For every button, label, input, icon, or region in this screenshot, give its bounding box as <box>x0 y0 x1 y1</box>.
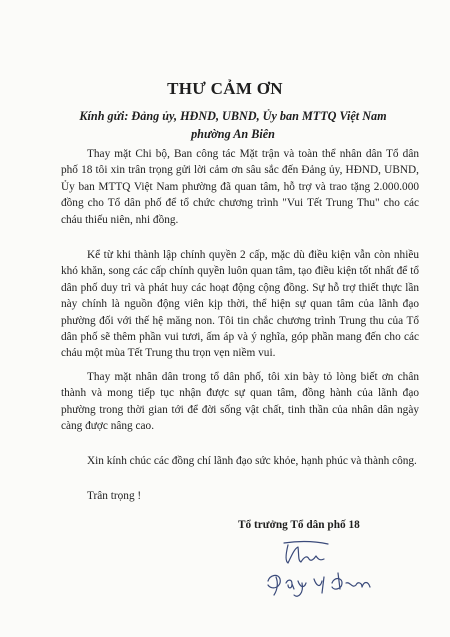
recipient-line-1: Kính gửi: Đảng ủy, HĐND, UBND, Ủy ban MTTQ Việt Nam <box>79 109 387 123</box>
paragraph-2: Kể từ khi thành lập chính quyền 2 cấp, mặc dù điều kiện vẫn còn nhiều khó khăn, song các cấp chính quyền luôn quan tâm, tạo điều kiện tốt nhất để tổ dân phố duy trì và phát huy các hoạt động cộng đồng. Sự hỗ trợ thiết thực lần này chính là nguồn động viên kịp thời, thể hiện sự quan tâm của lãnh đạo phường đối với thế hệ măng non. Tôi tin chắc chương trình Trung thu của Tổ dân phố sẽ thêm phần vui tươi, ấm áp và ý nghĩa, góp phần mang đến cho các cháu một mùa Tết Trung thu trọn vẹn niềm vui. <box>61 249 419 360</box>
handwritten-signature <box>258 537 378 607</box>
recipient-line-2: phường An Biên <box>191 127 275 141</box>
letter-title: THƯ CẢM ƠN <box>167 79 283 98</box>
closing-text: Trân trọng ! <box>87 490 142 502</box>
paragraph-4: Xin kính chúc các đồng chí lãnh đạo sức khỏe, hạnh phúc và thành công. <box>87 455 417 467</box>
paragraph-3: Thay mặt nhân dân trong tổ dân phố, tôi xin bày tỏ lòng biết ơn chân thành và mong tiếp tục nhận được sự quan tâm, đồng hành của lãnh đạo phường trong thời gian tới để đời sống vật chất, tinh thần của nhân dân ngày càng được nâng cao. <box>61 371 419 433</box>
paragraph-1: Thay mặt Chi bộ, Ban công tác Mặt trận và toàn thể nhân dân Tổ dân phố 18 tôi xin trân trọng gửi lời cảm ơn sâu sắc đến Đảng ủy, HĐND, UBND, Ủy ban MTTQ Việt Nam phường đã quan tâm, hỗ trợ và trao tặng 2.000.000 đồng cho Tổ dân phố để tổ chức chương trình "Vui Tết Trung Thu" cho các cháu thiếu niên, nhi đồng. <box>61 148 419 226</box>
signer-title: Tổ trưởng Tổ dân phố 18 <box>238 519 360 531</box>
